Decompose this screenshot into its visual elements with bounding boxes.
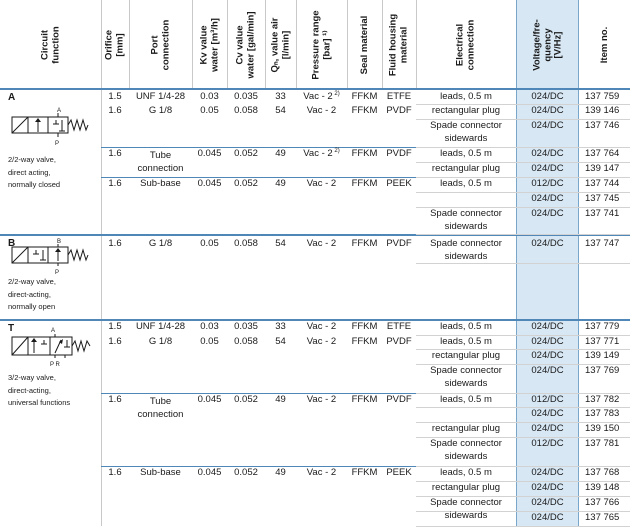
header-port — [129, 0, 192, 89]
cell-cv: 0.035 — [234, 321, 258, 332]
cell-fluid: PVDF — [386, 336, 412, 347]
section-desc-t: 3/2-way valve, direct-acting, universal functions — [8, 373, 71, 407]
section-letter-b: B — [8, 238, 16, 249]
cell-orifice: 1.6 — [108, 394, 122, 405]
cell-seal: FFKM — [351, 336, 378, 347]
cell-item: 137 783 — [585, 408, 620, 419]
cell-elec: leads, 0.5 m — [440, 148, 492, 159]
cell-orifice: 1.5 — [108, 91, 122, 102]
cell-item: 139 146 — [585, 105, 620, 116]
cell-cv: 0.058 — [234, 336, 258, 347]
cell-port: Sub-base — [140, 467, 181, 478]
cell-kv: 0.05 — [200, 105, 219, 116]
cell-elec: leads, 0.5 m — [440, 336, 492, 347]
cell-cv: 0.035 — [234, 91, 258, 102]
cell-elec: rectangular plug — [431, 105, 501, 116]
cell-item: 137 771 — [585, 336, 620, 347]
cell-orifice: 1.6 — [108, 238, 122, 249]
cell-item: 139 149 — [585, 350, 620, 361]
cell-orifice: 1.6 — [108, 467, 122, 478]
cell-elec: leads, 0.5 m — [440, 178, 492, 189]
cell-fluid: ETFE — [386, 91, 412, 102]
header-kv — [192, 0, 227, 89]
header-orifice-label: Orifice [mm] — [103, 29, 125, 60]
cell-item: 137 746 — [585, 120, 620, 131]
cell-port: Tube connection — [137, 150, 184, 174]
cell-pressure: Vac - 2 $^{2)}$ — [303, 90, 340, 102]
cell-voltage: 024/DC — [531, 91, 564, 102]
valve-3-2-symbol — [10, 325, 94, 369]
cell-item: 137 744 — [585, 178, 620, 189]
cell-qn: 33 — [275, 321, 286, 332]
col-divider — [416, 0, 417, 89]
cell-elec: leads, 0.5 m — [440, 467, 492, 478]
cell-voltage: 024/DC — [531, 497, 564, 508]
cell-item: 139 150 — [585, 423, 620, 434]
cell-item: 137 759 — [585, 91, 620, 102]
port-label-top: A — [57, 108, 62, 114]
cell-pressure: Vac - 2 — [306, 238, 337, 249]
header-qn-label: Qₙ, value air [l/min] — [269, 16, 291, 73]
cell-voltage: 024/DC — [531, 208, 564, 219]
port-label-bottom: P — [55, 141, 60, 147]
header-item-label: Item no. — [598, 26, 610, 63]
col-divider — [129, 0, 130, 89]
col-divider — [192, 0, 193, 89]
section-letter-a: A — [8, 92, 16, 103]
cell-voltage: 024/DC — [531, 423, 564, 434]
col-divider — [265, 0, 266, 89]
cell-elec: Spade connector sidewards — [430, 438, 502, 462]
header-circuit-label: Circuit function — [39, 25, 61, 64]
cell-elec: Spade connector sidewards — [430, 208, 502, 232]
cell-voltage: 024/DC — [531, 365, 564, 376]
cell-orifice: 1.6 — [108, 336, 122, 347]
cell-qn: 54 — [275, 336, 286, 347]
cell-elec: Spade connector sidewards — [430, 365, 502, 389]
cell-seal: FFKM — [351, 467, 378, 478]
header-elec-label: Electrical connection — [454, 19, 476, 70]
cell-elec: Spade connector sidewards — [430, 497, 502, 521]
cell-seal: FFKM — [351, 91, 378, 102]
cell-qn: 49 — [275, 178, 286, 189]
header-seal — [347, 0, 382, 89]
header-item — [579, 0, 630, 89]
cell-cv: 0.058 — [234, 105, 258, 116]
port-label-bottom: P — [55, 270, 60, 276]
cell-voltage: 024/DC — [531, 105, 564, 116]
cell-elec: Spade connector sidewards — [430, 238, 502, 262]
cell-kv: 0.05 — [200, 336, 219, 347]
header-seal-label: Seal material — [358, 15, 370, 74]
cell-pressure: Vac - 2 — [306, 105, 337, 116]
header-qn — [265, 0, 296, 89]
header-voltage-label: Voltage/fre- quency [V/Hz] — [530, 18, 563, 71]
header-cv-label: Cv value water [gal/min] — [234, 10, 256, 79]
col-divider — [347, 0, 348, 89]
cell-pressure: Vac - 2 $^{2)}$ — [303, 147, 340, 159]
port-label-bottom: P R — [50, 362, 60, 368]
cell-qn: 54 — [275, 105, 286, 116]
cell-cv: 0.052 — [234, 148, 258, 159]
cell-elec: leads, 0.5 m — [440, 394, 492, 405]
cell-seal: FFKM — [351, 148, 378, 159]
cell-port: G 1/8 — [148, 336, 173, 347]
header-circuit — [0, 0, 101, 89]
header-fluid — [382, 0, 416, 89]
cell-fluid: PVDF — [386, 148, 412, 159]
cell-fluid: PVDF — [386, 394, 412, 405]
cell-kv: 0.045 — [197, 467, 222, 478]
cell-qn: 33 — [275, 91, 286, 102]
cell-voltage: 024/DC — [531, 408, 564, 419]
cell-seal: FFKM — [351, 321, 378, 332]
cell-voltage: 012/DC — [531, 394, 564, 405]
footnote-ref: 2) — [332, 90, 340, 97]
section-desc-b: 2/2-way valve, direct-acting, normally open — [8, 277, 56, 311]
cell-voltage: 024/DC — [531, 120, 564, 131]
section-letter-t: T — [8, 323, 15, 334]
cell-voltage: 012/DC — [531, 438, 564, 449]
cell-fluid: PEEK — [386, 467, 412, 478]
cell-elec: leads, 0.5 m — [440, 91, 492, 102]
cell-fluid: PEEK — [386, 178, 412, 189]
cell-seal: FFKM — [351, 178, 378, 189]
cell-elec: rectangular plug — [431, 423, 501, 434]
cell-item: 137 741 — [585, 208, 620, 219]
cell-elec: Spade connector sidewards — [430, 120, 502, 144]
cell-orifice: 1.6 — [108, 178, 122, 189]
cell-elec: leads, 0.5 m — [440, 321, 492, 332]
cell-elec: rectangular plug — [431, 350, 501, 361]
cell-kv: 0.03 — [200, 321, 219, 332]
cell-qn: 49 — [275, 394, 286, 405]
cell-cv: 0.052 — [234, 467, 258, 478]
cell-pressure: Vac - 2 — [306, 336, 337, 347]
cell-item: 139 148 — [585, 482, 620, 493]
cell-pressure: Vac - 2 — [306, 394, 337, 405]
port-label-top: B — [57, 239, 62, 245]
col-divider — [382, 0, 383, 89]
cell-orifice: 1.5 — [108, 321, 122, 332]
cell-item: 137 769 — [585, 365, 620, 376]
header-orifice — [101, 0, 129, 89]
header-port-label: Port connection — [149, 19, 171, 70]
header-kv-label: Kv value water [m³/h] — [198, 17, 220, 72]
cell-voltage: 024/DC — [531, 238, 564, 249]
cell-item: 137 764 — [585, 148, 620, 159]
cell-voltage: 024/DC — [531, 512, 564, 523]
section-desc-a: 2/2-way valve, direct acting, normally closed — [8, 155, 61, 189]
cell-item: 137 745 — [585, 193, 620, 204]
cell-pressure: Vac - 2 — [306, 467, 337, 478]
valve-2-2-nc-symbol — [10, 104, 94, 150]
cell-item: 137 766 — [585, 497, 620, 508]
cell-voltage: 024/DC — [531, 467, 564, 478]
cell-voltage: 024/DC — [531, 350, 564, 361]
cell-item: 137 765 — [585, 512, 620, 523]
cell-fluid: PVDF — [386, 105, 412, 116]
cell-seal: FFKM — [351, 105, 378, 116]
cell-orifice: 1.6 — [108, 148, 122, 159]
header-cv — [227, 0, 265, 89]
cell-cv: 0.058 — [234, 238, 258, 249]
cell-item: 137 781 — [585, 438, 620, 449]
cell-seal: FFKM — [351, 394, 378, 405]
cell-qn: 49 — [275, 148, 286, 159]
cell-voltage: 024/DC — [531, 482, 564, 493]
cell-item: 137 782 — [585, 394, 620, 405]
port-label-top: A — [51, 328, 56, 334]
header-pressure-label: Pressure range [bar] ¹⁾ — [310, 9, 332, 80]
cell-port: G 1/8 — [148, 105, 173, 116]
cell-orifice: 1.6 — [108, 105, 122, 116]
cell-port: UNF 1/4-28 — [135, 91, 186, 102]
cell-voltage: 024/DC — [531, 148, 564, 159]
cell-qn: 54 — [275, 238, 286, 249]
cell-cv: 0.052 — [234, 394, 258, 405]
cell-pressure: Vac - 2 — [306, 321, 337, 332]
cell-port: G 1/8 — [148, 238, 173, 249]
col-divider — [296, 0, 297, 89]
header-fluid-label: Fluid housing material — [387, 13, 409, 76]
cell-fluid: ETFE — [386, 321, 412, 332]
row-rule — [416, 234, 630, 235]
cell-voltage: 024/DC — [531, 163, 564, 174]
cell-seal: FFKM — [351, 238, 378, 249]
cell-voltage: 024/DC — [531, 321, 564, 332]
cell-voltage: 012/DC — [531, 178, 564, 189]
cell-item: 139 147 — [585, 163, 620, 174]
col-divider — [101, 0, 102, 526]
col-divider — [227, 0, 228, 89]
cell-port: UNF 1/4-28 — [135, 321, 186, 332]
cell-port: Sub-base — [140, 178, 181, 189]
cell-elec: rectangular plug — [431, 482, 501, 493]
cell-cv: 0.052 — [234, 178, 258, 189]
cell-kv: 0.03 — [200, 91, 219, 102]
footnote-ref: 2) — [332, 147, 340, 154]
cell-fluid: PVDF — [386, 238, 412, 249]
cell-kv: 0.045 — [197, 148, 222, 159]
cell-port: Tube connection — [137, 396, 184, 420]
cell-item: 137 747 — [585, 238, 620, 249]
valve-2-2-no-symbol — [10, 236, 94, 276]
cell-voltage: 024/DC — [531, 336, 564, 347]
cell-item: 137 779 — [585, 321, 620, 332]
cell-elec: rectangular plug — [431, 163, 501, 174]
cell-kv: 0.045 — [197, 178, 222, 189]
cell-qn: 49 — [275, 467, 286, 478]
row-rule — [416, 263, 630, 264]
header-voltage — [516, 0, 579, 89]
header-elec — [416, 0, 516, 89]
header-pressure — [296, 0, 347, 89]
cell-pressure: Vac - 2 — [306, 178, 337, 189]
cell-item: 137 768 — [585, 467, 620, 478]
cell-kv: 0.045 — [197, 394, 222, 405]
cell-voltage: 024/DC — [531, 193, 564, 204]
cell-kv: 0.05 — [200, 238, 219, 249]
